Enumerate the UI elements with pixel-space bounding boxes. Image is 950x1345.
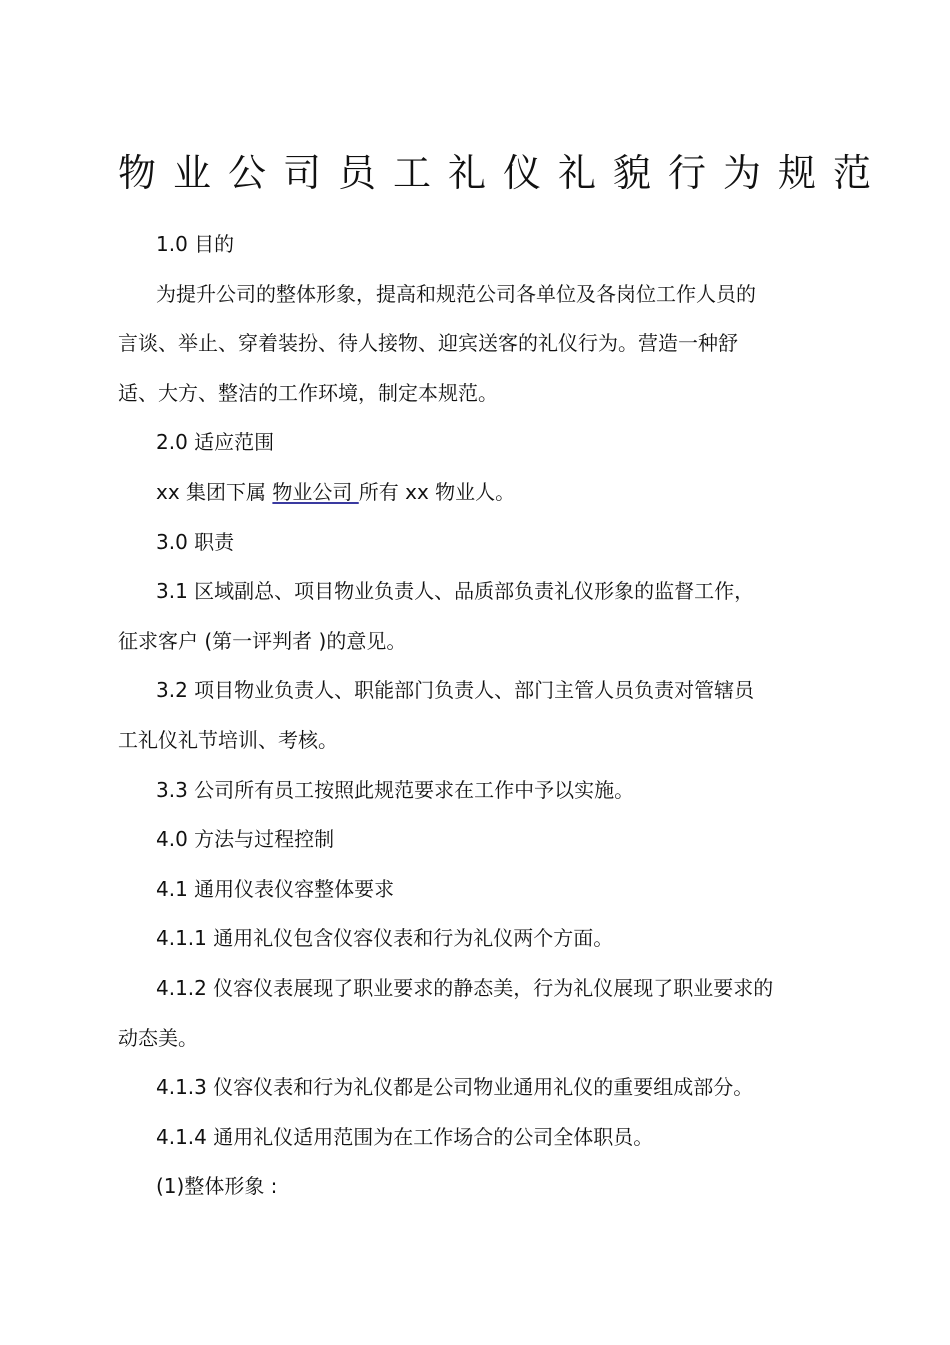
paragraph-line: 为提升公司的整体形象，提高和规范公司各单位及各岗位工作人员的: [156, 281, 756, 306]
paragraph-line: 动态美。: [118, 1025, 198, 1050]
section-heading-methods: 4.0 方法与过程控制: [156, 827, 335, 852]
scope-text-after: 所有 xx 物业人。: [358, 479, 516, 504]
paragraph-line: 4.1.2 仪容仪表展现了职业要求的静态美，行为礼仪展现了职业要求的: [156, 975, 774, 1000]
paragraph-line: 适、大方、整洁的工作环境，制定本规范。: [118, 380, 498, 405]
section-heading-purpose: 1.0 目的: [156, 232, 235, 256]
paragraph-line: 3.2 项目物业负责人、职能部门负责人、部门主管人员负责对管辖员: [156, 678, 755, 703]
paragraph-line: 4.1.3 仪容仪表和行为礼仪都是公司物业通用礼仪的重要组成部分。: [156, 1075, 754, 1100]
paragraph-line: 征求客户 (第一评判者 )的意见。: [118, 628, 407, 653]
paragraph-line: 3.3 公司所有员工按照此规范要求在工作中予以实施。: [156, 777, 635, 802]
scope-text-before: xx 集团下属: [156, 479, 273, 504]
paragraph-line: 4.1.1 通用礼仪包含仪容仪表和行为礼仪两个方面。: [156, 926, 614, 951]
subsection-heading: 4.1 通用仪表仪容整体要求: [156, 876, 395, 901]
paragraph-line: 工礼仪礼节培训、考核。: [118, 727, 338, 752]
paragraph-line: 言谈、举止、穿着装扮、待人接物、迎宾送客的礼仪行为。营造一种舒: [118, 331, 738, 356]
section-heading-scope: 2.0 适应范围: [156, 430, 275, 455]
list-item: (1)整体形象 :: [156, 1174, 278, 1199]
document-body: [118, 220, 818, 1212]
section-heading-duties: 3.0 职责: [156, 529, 235, 554]
paragraph-line: 3.1 区域副总、项目物业负责人、品质部负责礼仪形象的监督工作，: [156, 579, 755, 604]
document-title: 物业公司员工礼仪礼貌行为规范: [118, 151, 889, 195]
scope-paragraph: [118, 468, 818, 518]
paragraph-line: 4.1.4 通用礼仪适用范围为在工作场合的公司全体职员。: [156, 1124, 654, 1149]
property-company-link[interactable]: 物业公司: [272, 479, 359, 504]
